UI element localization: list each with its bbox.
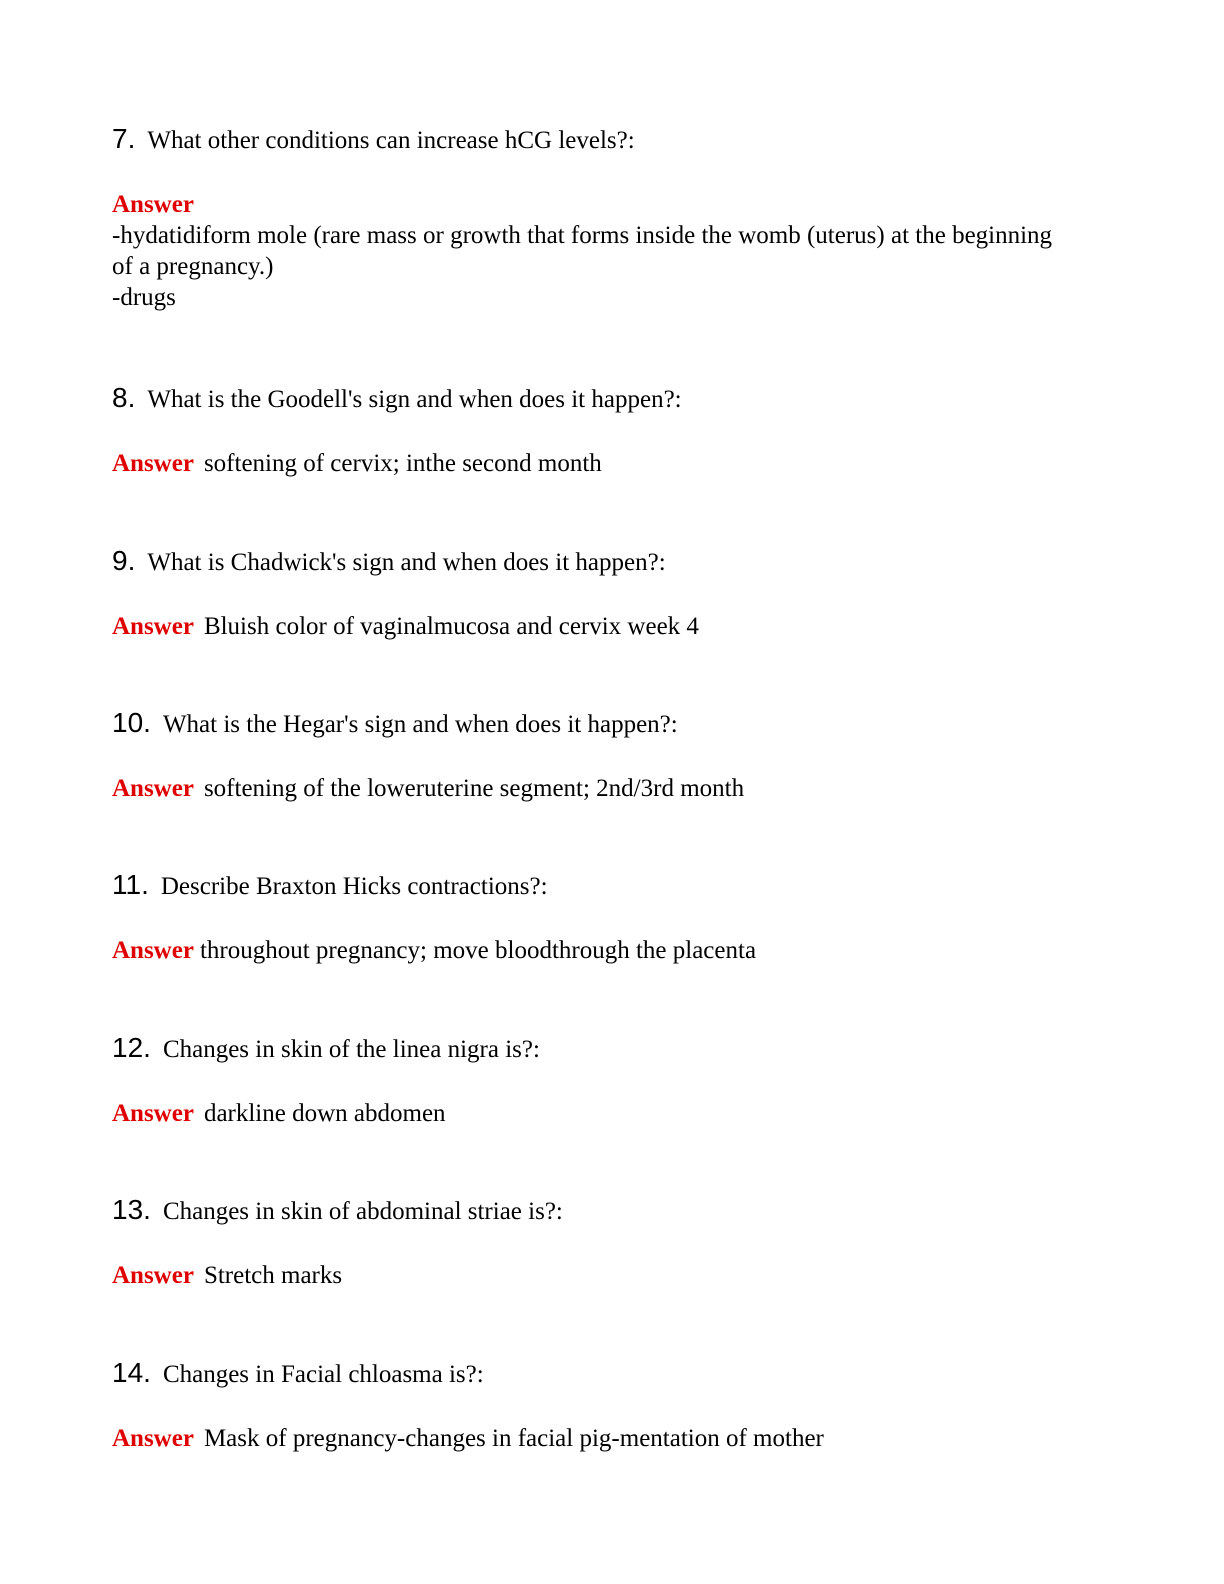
answer-text: Bluish color of vaginalmucosa and cervix week 4 <box>203 613 699 640</box>
answer-text: darkline down abdomen <box>203 1100 446 1127</box>
qa-item-14 <box>112 1358 1122 1454</box>
question-number: 9. <box>112 545 136 576</box>
qa-item-7 <box>112 124 1122 313</box>
question-number: 8. <box>112 382 136 413</box>
question <box>112 1358 1122 1390</box>
answer <box>112 448 1122 479</box>
qa-item-13 <box>112 1195 1122 1291</box>
qa-item-12 <box>112 1033 1122 1129</box>
question-text: What is Chadwick's sign and when does it happen?: <box>147 549 666 576</box>
answer-text: throughout pregnancy; move bloodthrough the placenta <box>199 937 757 964</box>
answer-text: Mask of pregnancy-changes in facial pig-mentation of mother <box>203 1425 824 1452</box>
answer-label: Answer <box>112 937 194 964</box>
question-text: Changes in skin of abdominal striae is?: <box>162 1198 563 1225</box>
question-text: What is the Goodell's sign and when does it happen?: <box>147 386 682 413</box>
question-number: 11. <box>112 869 149 900</box>
answer-label: Answer <box>112 191 194 218</box>
answer-label: Answer <box>112 1100 194 1127</box>
question <box>112 1033 1122 1065</box>
qa-item-10 <box>112 708 1122 804</box>
answer-line: -hydatidiform mole (rare mass or growth that forms inside the womb (uterus) at the beginning <box>112 222 1053 249</box>
answer-label: Answer <box>112 613 194 640</box>
question-text: What is the Hegar's sign and when does it happen?: <box>162 711 678 738</box>
qa-item-8 <box>112 383 1122 479</box>
answer-line: -drugs <box>112 284 176 311</box>
answer <box>112 1423 1122 1454</box>
answer <box>112 1260 1122 1291</box>
question-text: Changes in skin of the linea nigra is?: <box>162 1036 540 1063</box>
qa-item-9 <box>112 546 1122 642</box>
question-number: 12. <box>112 1032 151 1063</box>
question-number: 13. <box>112 1194 151 1225</box>
question-text: Changes in Facial chloasma is?: <box>162 1361 484 1388</box>
question-number: 10. <box>112 707 151 738</box>
answer <box>112 1098 1122 1129</box>
answer <box>112 935 1122 966</box>
question <box>112 383 1122 415</box>
answer-text: Stretch marks <box>203 1262 343 1289</box>
qa-item-11 <box>112 870 1122 966</box>
question-text: Describe Braxton Hicks contractions?: <box>160 873 548 900</box>
answer <box>112 189 1122 313</box>
answer-label: Answer <box>112 1262 194 1289</box>
question <box>112 1195 1122 1227</box>
question <box>112 870 1122 902</box>
answer-line: of a pregnancy.) <box>112 253 274 280</box>
answer-text: softening of cervix; inthe second month <box>203 450 602 477</box>
question-number: 7. <box>112 123 136 154</box>
answer <box>112 611 1122 642</box>
answer-label: Answer <box>112 775 194 802</box>
answer-label: Answer <box>112 450 194 477</box>
question-number: 14. <box>112 1357 151 1388</box>
question <box>112 546 1122 578</box>
question <box>112 124 1122 156</box>
answer <box>112 773 1122 804</box>
question <box>112 708 1122 740</box>
answer-text: softening of the loweruterine segment; 2nd/3rd month <box>203 775 745 802</box>
answer-label: Answer <box>112 1425 194 1452</box>
question-text: What other conditions can increase hCG levels?: <box>147 127 635 154</box>
